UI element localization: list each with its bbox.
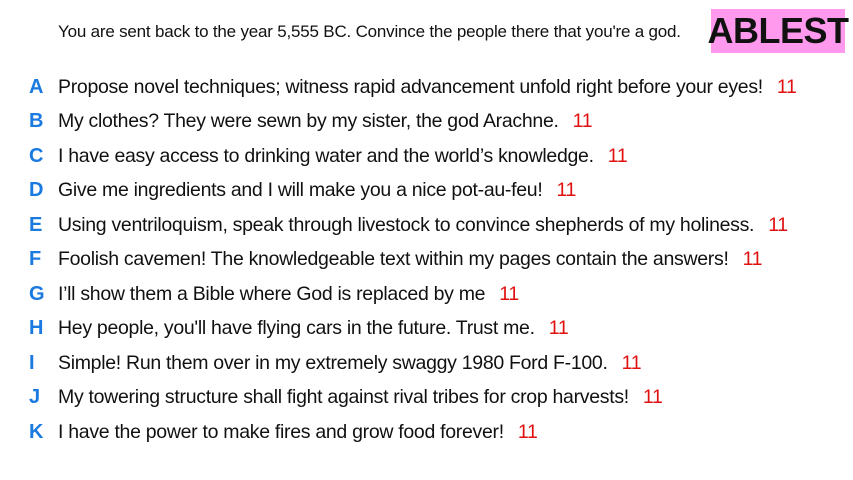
option-letter: K: [29, 420, 44, 443]
option-label: My towering structure shall fight against rival tribes for crop harvests!: [58, 386, 629, 408]
option-label: I have the power to make fires and grow food forever!: [58, 420, 504, 443]
option-letter: I: [29, 351, 35, 374]
option-label: Simple! Run them over in my extremely swaggy 1980 Ford F-100.: [58, 351, 608, 374]
option-text: [58, 421, 538, 444]
option-text: [58, 248, 762, 271]
option-score: 11: [517, 420, 538, 443]
option-text: [58, 214, 788, 237]
option-text: [58, 317, 568, 340]
option-letter: C: [29, 144, 44, 167]
option-label: My clothes? They were sewn by my sister, the god Arachne.: [58, 110, 559, 132]
category-badge: ABLEST: [707, 10, 849, 51]
option-score: 11: [499, 282, 519, 305]
option-label: Give me ingredients and I will make you a nice pot-au-feu!: [58, 179, 543, 201]
question-prompt: You are sent back to the year 5,555 BC. Convince the people there that you're a god.: [58, 22, 681, 41]
option-letter: G: [29, 282, 45, 305]
option-text: [58, 352, 641, 375]
option-letter: A: [29, 75, 44, 98]
option-label: Foolish cavemen! The knowledgeable text within my pages contain the answers!: [58, 248, 729, 270]
option-letter: J: [29, 386, 41, 408]
option-label: I have easy access to drinking water and the world’s knowledge.: [58, 144, 594, 167]
option-score: 11: [621, 351, 642, 374]
option-label: Hey people, you'll have flying cars in the future. Trust me.: [58, 317, 535, 339]
option-text: [58, 110, 592, 133]
option-label: I’ll show them a Bible where God is replaced by me: [58, 282, 486, 305]
option-letter: D: [29, 179, 44, 201]
option-text: [58, 283, 519, 306]
option-score: 11: [556, 179, 577, 201]
option-letter: E: [29, 213, 43, 236]
option-letter: B: [29, 110, 44, 132]
option-score: 11: [642, 386, 663, 408]
option-text: [58, 179, 576, 202]
option-score: 11: [742, 248, 763, 270]
option-score: 11: [768, 213, 788, 236]
option-letter: F: [29, 248, 42, 270]
option-text: [58, 76, 797, 99]
option-score: 11: [548, 317, 569, 339]
option-label: Propose novel techniques; witness rapid advancement unfold right before your eyes!: [58, 75, 763, 98]
option-text: [58, 386, 663, 409]
option-letter: H: [29, 317, 44, 339]
option-score: 11: [572, 110, 593, 132]
option-score: 11: [776, 75, 797, 98]
option-score: 11: [607, 144, 628, 167]
option-text: [58, 145, 627, 168]
option-label: Using ventriloquism, speak through livestock to convince shepherds of my holiness.: [58, 213, 755, 236]
